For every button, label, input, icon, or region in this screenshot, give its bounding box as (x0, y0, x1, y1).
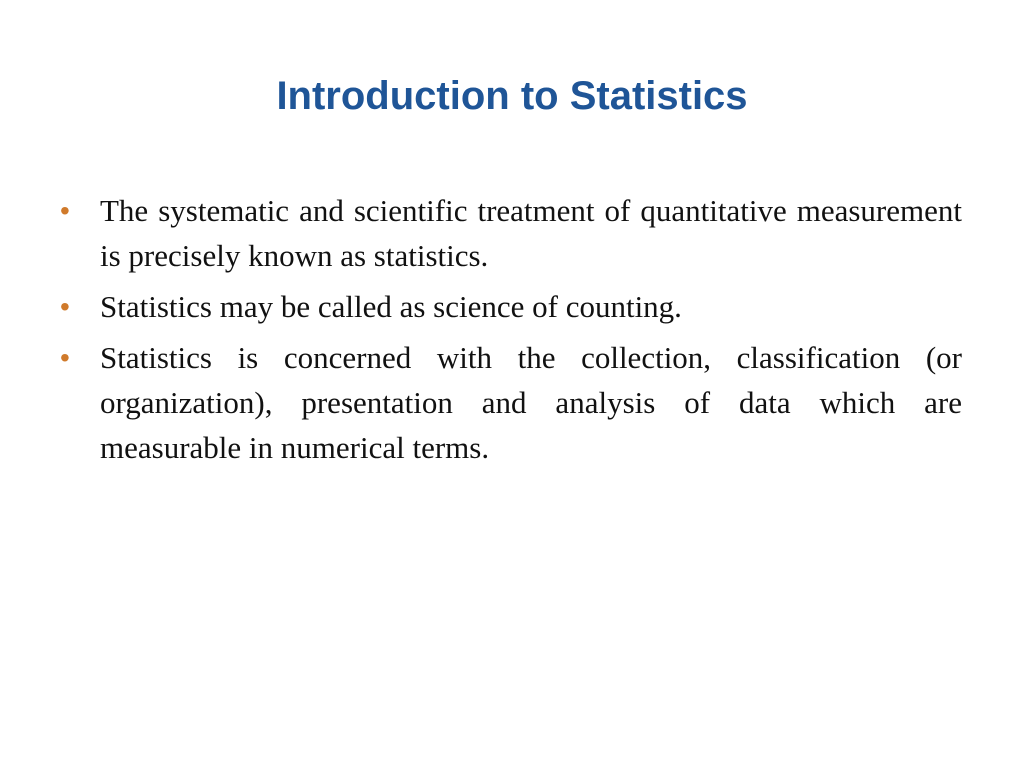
bullet-item-1 (60, 188, 962, 278)
bullet-item-3 (60, 335, 962, 470)
bullet-item-2 (60, 284, 962, 329)
bullet-text: Statistics is concerned with the collection, classification (or organization), presentation and analysis of data which are measurable in numerical terms. (100, 340, 962, 465)
bullet-dot-icon: • (60, 291, 70, 322)
bullet-text: The systematic and scientific treatment of quantitative measurement is precisely known as statistics. (100, 193, 962, 273)
bullet-list (60, 188, 962, 476)
bullet-dot-icon: • (60, 342, 70, 373)
bullet-text: Statistics may be called as science of counting. (100, 289, 682, 324)
bullet-dot-icon: • (60, 195, 70, 226)
slide-title: Introduction to Statistics (276, 74, 748, 118)
